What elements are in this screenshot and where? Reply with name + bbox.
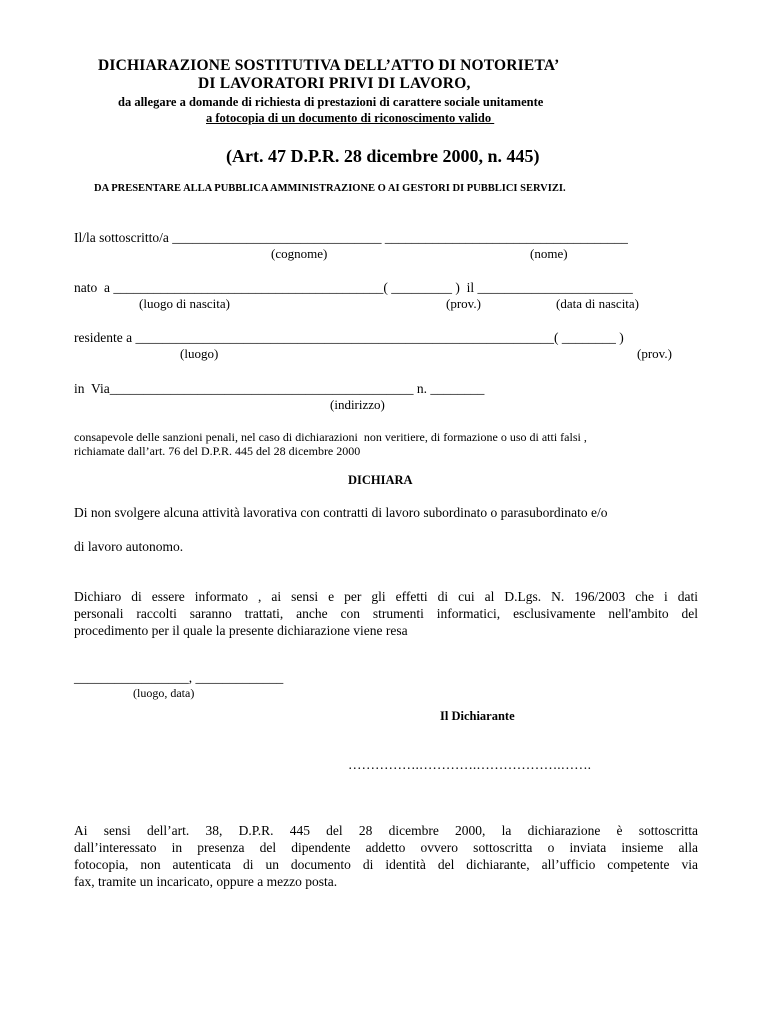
cognome-hint: (cognome): [271, 246, 328, 261]
title-line-1: DICHIARAZIONE SOSTITUTIVA DELL’ATTO DI NOTORIETA’: [98, 57, 560, 74]
footer-line-3: fotocopia, non autenticata di un documento di identità del dichiarante, all’ufficio competente via: [74, 857, 698, 872]
data-nascita-hint: (data di nascita): [556, 296, 640, 311]
dichiara-line-1: Di non svolgere alcuna attività lavorativa con contratti di lavoro subordinato o parasubordinato e/o: [74, 505, 608, 520]
declarant-label: Il Dichiarante: [440, 709, 515, 723]
subtitle-line-1: da allegare a domande di richiesta di prestazioni di carattere sociale unitamente: [118, 95, 544, 109]
dichiara-heading: DICHIARA: [348, 473, 413, 487]
presentare-note: DA PRESENTARE ALLA PUBBLICA AMMINISTRAZIONE O AI GESTORI DI PUBBLICI SERVIZI.: [94, 183, 566, 194]
indirizzo-hint: (indirizzo): [330, 397, 385, 412]
via-field[interactable]: in Via_____________________________________________ n. ________: [74, 381, 485, 396]
privacy-line-1: Dichiaro di essere informato , ai sensi e per gli effetti di cui al D.Lgs. N. 196/2003 che i dati: [74, 589, 698, 604]
luogo-nascita-hint: (luogo di nascita): [139, 296, 230, 311]
luogo-hint: (luogo): [180, 346, 219, 361]
privacy-line-2: personali raccolti saranno trattati, anche con strumenti informatici, esclusivamente nell'ambito del: [74, 606, 698, 621]
consapevole-line-2: richiamate dall’art. 76 del D.P.R. 445 del 28 dicembre 2000: [74, 444, 361, 458]
residente-field[interactable]: residente a ______________________________________________________________( ________ ): [74, 330, 624, 345]
article-reference: (Art. 47 D.P.R. 28 dicembre 2000, n. 445): [226, 146, 540, 166]
signature-field[interactable]: …………….………….……………….…….: [348, 757, 591, 772]
place-date-hint: (luogo, data): [133, 686, 195, 700]
footer-line-2: dall’interessato in presenza del dipendente addetto ovvero sottoscritta o inviata insieme alla: [74, 840, 698, 855]
sottoscritto-field[interactable]: Il/la sottoscritto/a _______________________________ ____________________________________: [74, 230, 628, 245]
title-line-2: DI LAVORATORI PRIVI DI LAVORO,: [198, 75, 471, 92]
footer-line-4: fax, tramite un incaricato, oppure a mezzo posta.: [74, 874, 338, 889]
prov-hint-2: (prov.): [637, 346, 672, 361]
dichiara-line-2: di lavoro autonomo.: [74, 539, 184, 554]
place-date-field[interactable]: _________________, _____________: [74, 670, 284, 685]
consapevole-line-1: consapevole delle sanzioni penali, nel caso di dichiarazioni non veritiere, di formazione o uso di atti falsi ,: [74, 430, 587, 444]
prov-hint-1: (prov.): [446, 296, 481, 311]
subtitle-line-2: a fotocopia di un documento di riconoscimento valido: [206, 111, 495, 125]
nato-field[interactable]: nato a ________________________________________( _________ ) il _______________________: [74, 280, 633, 295]
footer-line-1: Ai sensi dell’art. 38, D.P.R. 445 del 28 dicembre 2000, la dichiarazione è sottoscritta: [74, 823, 698, 838]
privacy-line-3: procedimento per il quale la presente dichiarazione viene resa: [74, 623, 408, 638]
nome-hint: (nome): [530, 246, 568, 261]
